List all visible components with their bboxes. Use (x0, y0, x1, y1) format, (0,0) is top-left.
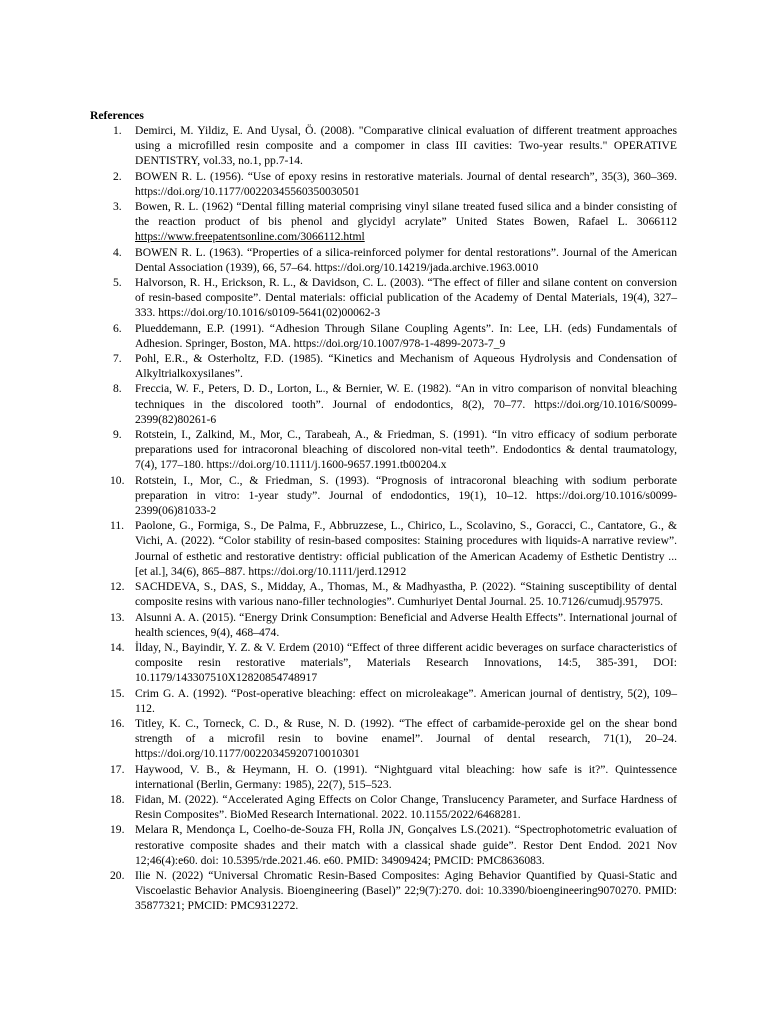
reference-text: Plueddemann, E.P. (1991). “Adhesion Through Silane Coupling Agents”. In: Lee, LH. (eds) Fundamentals of Adhesion. Springer, Boston, MA. https://doi.org/10.1007/978-1-4899-2073-7_9 (135, 321, 677, 350)
reference-number: 19. (110, 823, 125, 837)
reference-item (90, 275, 677, 321)
reference-item (90, 868, 677, 914)
references-heading: References (90, 109, 144, 122)
reference-text: Halvorson, R. H., Erickson, R. L., & Davidson, C. L. (2003). “The effect of filler and silane content on conversion of resin-based composite”. Dental materials: official publication of the Academy of Dental Materials, 19(4), 327–333. https://doi.org/10.1016/s0109-5641(02)00062-3 (135, 276, 677, 320)
reference-item (90, 518, 677, 579)
reference-item (90, 792, 677, 822)
reference-item (90, 169, 677, 199)
reference-item (90, 381, 677, 427)
reference-item (90, 245, 677, 275)
reference-number: 1. (113, 124, 122, 137)
reference-text: İlday, N., Bayindir, Y. Z. & V. Erdem (2010) “Effect of three different acidic beverages on surface characteristics of composite resin restorative materials”, Materials Research Innovations, 14:5, 385-391, DOI: 10.1179/143307510X12820854748917 (135, 640, 677, 685)
reference-number: 14. (110, 640, 125, 654)
reference-text: Paolone, G., Formiga, S., De Palma, F., Abbruzzese, L., Chirico, L., Scolavino, S., Goracci, C., Cantatore, G., & Vichi, A. (2022). “Color stability of resin-based composites: Staining procedures with liquids-A narrative review”. Journal of esthetic and restorative dentistry: official publication of the American Academy of Esthetic Dentistry ... [et al.], 34(6), 865–887. https://doi.org/10.1111/jerd.12912 (135, 519, 677, 578)
reference-text: Titley, K. C., Torneck, C. D., & Ruse, N. D. (1992). “The effect of carbamide-peroxide gel on the shear bond strength of a microfil resin to bovine enamel”. Journal of dental research, 71(1), 20–24. https://doi.org/10.1177/00220345920710010301 (135, 716, 677, 761)
reference-text: Ilie N. (2022) “Universal Chromatic Resin-Based Composites: Aging Behavior Quantified by Quasi-Static and Viscoelastic Behavior Analysis. Bioengineering (Basel)” 22;9(7):270. doi: 10.3390/bioengineering9070270. PMID: 35877321; PMCID: PMC9312272. (135, 868, 677, 913)
reference-item (90, 762, 677, 792)
reference-number: 17. (110, 762, 125, 776)
reference-number: 5. (113, 276, 122, 290)
reference-text: SACHDEVA, S., DAS, S., Midday, A., Thomas, M., & Madhyastha, P. (2022). “Staining susceptibility of dental composite resins with various nano-filler technologies”. Cumhuriyet Dental Journal. 25. 10.7126/cumudj.957975. (135, 580, 677, 609)
reference-item (90, 610, 677, 640)
reference-item (90, 351, 677, 381)
reference-text: Alsunni A. A. (2015). “Energy Drink Consumption: Beneficial and Adverse Health Effects”. International journal of health sciences, 9(4), 468–474. (135, 610, 677, 639)
reference-item (90, 686, 677, 716)
reference-number: 3. (113, 200, 122, 214)
reference-text: Crim G. A. (1992). “Post-operative bleaching: effect on microleakage”. American journal of dentistry, 5(2), 109–112. (135, 686, 677, 715)
reference-item (90, 640, 677, 686)
reference-number: 16. (110, 716, 125, 730)
reference-item (90, 716, 677, 762)
reference-item (90, 822, 677, 868)
reference-text: Demirci, M. Yildiz, E. And Uysal, Ö. (2008). "Comparative clinical evaluation of different treatment approaches using a microfilled resin composite and a compomer in class III cavities: Two-year results." OPERATIVE DENTISTRY, vol.33, no.1, pp.7-14. (135, 124, 677, 168)
reference-text: Freccia, W. F., Peters, D. D., Lorton, L., & Bernier, W. E. (1982). “An in vitro comparison of nonvital bleaching techniques in the discolored tooth”. Journal of endodontics, 8(2), 70–77. https://doi.org/10.1016/S0099-2399(82)80261-6 (135, 382, 677, 426)
reference-text: Fidan, M. (2022). “Accelerated Aging Effects on Color Change, Translucency Parameter, and Surface Hardness of Resin Composites”. BioMed Research International. 2022. 10.1155/2022/6468281. (135, 792, 677, 822)
reference-number: 12. (110, 580, 125, 594)
reference-number: 20. (110, 868, 125, 882)
reference-text: BOWEN R. L. (1963). “Properties of a silica-reinforced polymer for dental restorations”. Journal of the American Dental Association (1939), 66, 57–64. https://doi.org/10.14219/jada.archive.1963.0010 (135, 245, 677, 274)
reference-number: 13. (110, 610, 125, 624)
reference-text: Haywood, V. B., & Heymann, H. O. (1991). “Nightguard vital bleaching: how safe is it?”. Quintessence international (Berlin, Germany: 1985), 22(7), 515–523. (135, 762, 677, 791)
reference-number: 6. (113, 321, 122, 335)
reference-item (90, 123, 677, 169)
patent-link[interactable]: https://www.freepatentsonline.com/3066112.html (135, 230, 365, 244)
reference-number: 11. (110, 519, 125, 533)
reference-number: 15. (110, 686, 125, 700)
reference-number: 9. (113, 428, 122, 442)
reference-item (90, 321, 677, 351)
reference-item (90, 473, 677, 519)
reference-text: Rotstein, I., Zalkind, M., Mor, C., Tarabeah, A., & Friedman, S. (1991). “In vitro efficacy of sodium perborate preparations used for intracoronal bleaching of discolored non-vital teeth”. Endodontics & dental traumatology, 7(4), 177–180. https://doi.org/10.1111/j.1600-9657.1991.tb00204.x (135, 428, 677, 472)
reference-number: 4. (113, 245, 122, 259)
reference-number: 18. (110, 792, 125, 806)
reference-text: BOWEN R. L. (1956). “Use of epoxy resins in restorative materials. Journal of dental research”, 35(3), 360–369. https://doi.org/10.1177/00220345560350030501 (135, 169, 677, 198)
reference-item (90, 579, 677, 609)
reference-number: 8. (113, 382, 122, 396)
reference-text: Rotstein, I., Mor, C., & Friedman, S. (1993). “Prognosis of intracoronal bleaching with sodium perborate preparation in vitro: 1-year study”. Journal of endodontics, 19(1), 10–12. https://doi.org/10.1016/s0099-2399(06)81033-2 (135, 473, 677, 518)
reference-number: 7. (113, 352, 122, 366)
reference-text: Melara R, Mendonça L, Coelho-de-Souza FH, Rolla JN, Gonçalves LS.(2021). “Spectrophotometric evaluation of restorative composite shades and their match with a classical shade guide”. Restor Dent Endod. 2021 Nov 12;46(4):e60. doi: 10.5395/rde.2021.46. e60. PMID: 34909424; PMCID: PMC8636083. (135, 823, 677, 867)
reference-item (90, 199, 677, 245)
reference-number: 2. (113, 169, 122, 183)
references-list (90, 123, 677, 914)
reference-text: Pohl, E.R., & Osterholtz, F.D. (1985). “Kinetics and Mechanism of Aqueous Hydrolysis and Condensation of Alkyltrialkoxysilanes”. (135, 352, 677, 381)
reference-number: 10. (110, 473, 125, 487)
reference-text: Bowen, R. L. (1962) “Dental filling material comprising vinyl silane treated fused silica and a binder consisting of the reaction product of bis phenol and glycidyl acrylate” United States Bowen, Rafael L. 3066112 (135, 200, 677, 229)
reference-item (90, 427, 677, 473)
